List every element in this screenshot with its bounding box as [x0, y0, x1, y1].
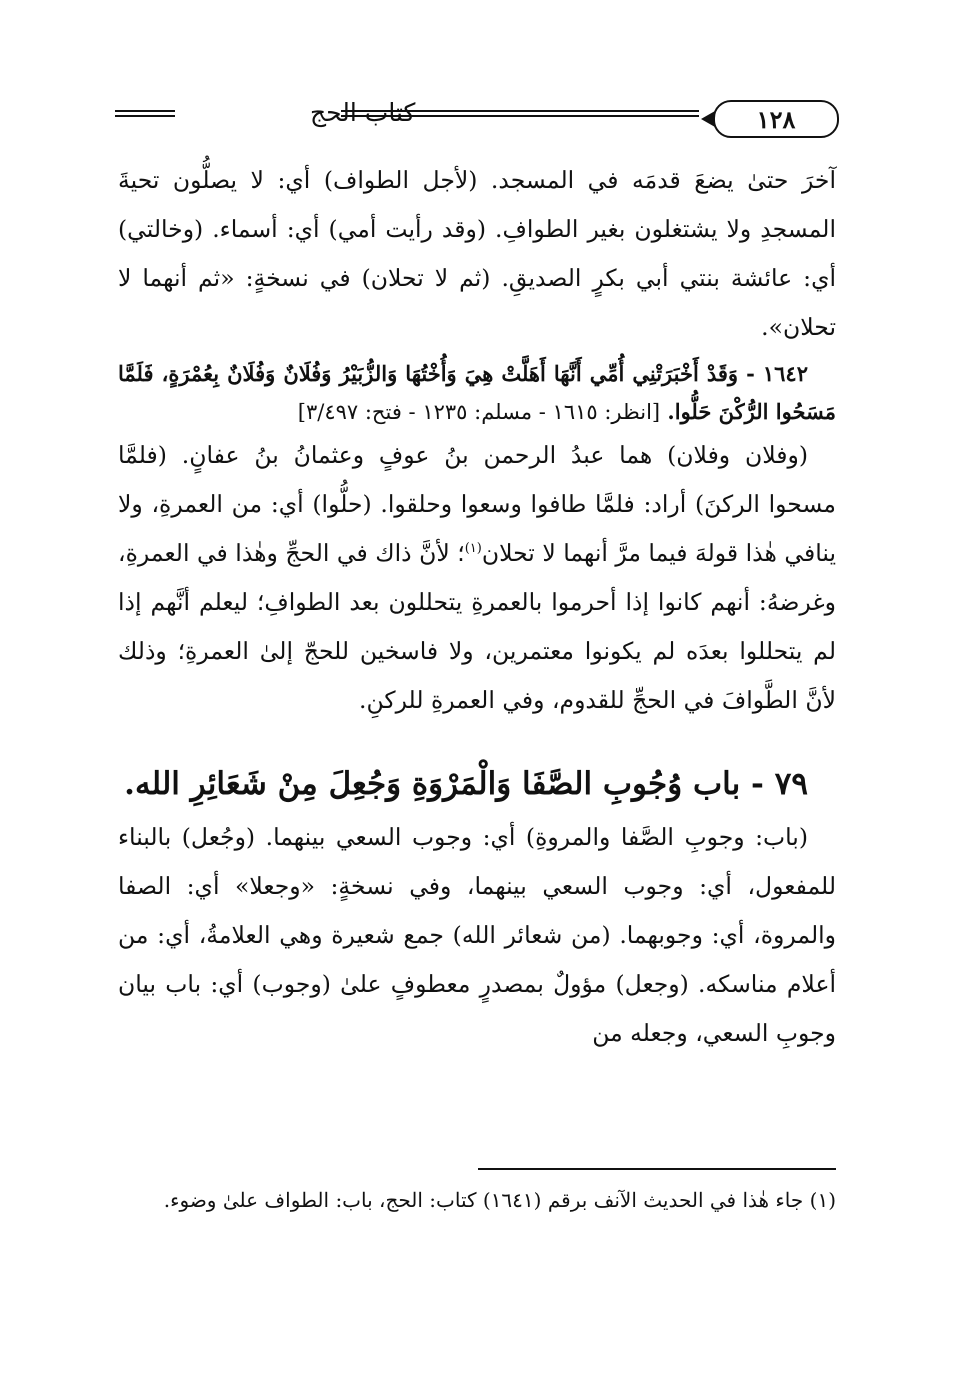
hadith-reference: [انظر: ١٦١٥ - مسلم: ١٢٣٥ - فتح: ٣/٤٩٧]: [297, 400, 661, 424]
chapter-heading: ٧٩ - باب وُجُوبِ الصَّفَا وَالْمَرْوَةِ وَجُعِلَ مِنْ شَعَائِرِ الله.: [124, 766, 808, 802]
footnote-separator: [478, 1168, 836, 1170]
main-text: [118, 156, 836, 1058]
hadith-text: ١٦٤٢ - وَقَدْ أَخْبَرَتْنِي أُمِّي أَنَّهَا أَهَلَّتْ هِيَ وَأُخْتُهَا وَالزُّبَيْرُ وَفُلَانٌ وَفُلَانٌ بِعُمْرَةٍ، فَلَمَّا مَسَحُوا الرُّكْنَ حَلُّوا.: [118, 361, 836, 424]
paragraph-commentary-1: آخرَ حتىٰ يضعَ قدمَه في المسجد. (لأجل الطواف) أي: لا يصلُّون تحيةَ المسجدِ ولا يشتغلون بغير الطوافِ. (وقد رأيت أمي) أي: أسماء. (وخالتي) أي: عائشة بنتي أبي بكرٍ الصديقِ. (ثم لا تحلان) في نسخةٍ: «ثم أنهما لا تحلان».: [118, 166, 836, 341]
page-number: ١٢٨: [713, 100, 839, 138]
footnote-1: (١) جاء هٰذا في الحديث الآنف برقم (١٦٤١) كتاب: الحج، باب: الطواف علىٰ وضوء.: [163, 1188, 836, 1212]
header-rule-left: [115, 110, 175, 117]
running-title: كتاب الحج: [310, 98, 416, 127]
page-header: [115, 92, 835, 142]
commentary-2-part-1: (وفلان وفلان) هما عبدُ الرحمن بنُ عوفٍ وعثمانُ بنُ عفانٍ. (فلمَّا مسحوا الركنَ) أراد: فلمَّا طافوا وسعوا وحلقوا. (حلُّوا) أي: من العمرةِ، ولا ينافي هٰذا قولهَ فيما مرَّ أنهما لا تحلان: [118, 441, 836, 567]
footnote-marker[interactable]: (١): [464, 541, 482, 557]
hadith-1642: [118, 355, 836, 431]
paragraph-commentary-2: [118, 431, 836, 725]
paragraph-commentary-3: (باب: وجوبِ الصَّفا والمروةِ) أي: وجوب السعي بينهما. (وجُعل) بالبناء للمفعول، أي: وجوب السعي بينهما، وفي نسخةٍ: «وجعلا» أي: الصفا والمروة، أي: وجوبهما. (من شعائر الله) جمع شعيرة وهي العلامةُ، أي: من أعلام مناسكه. (وجعل) مؤولٌ بمصدرٍ معطوفٍ علىٰ (وجوب) أي: باب بيان وجوبِ السعي، وجعله من: [118, 823, 836, 1047]
commentary-2-part-2: ؛ لأنَّ ذاك في الحجِّ وهٰذا في العمرةِ، وغرضهُ: أنهم كانوا إذا أحرموا بالعمرةِ يتحللون بعد الطوافِ؛ ليعلم أنَّهم إذا لم يتحللوا بعدَه لم يكونوا معتمرين، ولا فاسخين للحجّ إلىٰ العمرةِ؛ وذلك لأنَّ الطَّوافَ في الحجِّ للقدوم، وفي العمرةِ للركنِ.: [118, 539, 836, 714]
header-rule-middle: [341, 110, 699, 117]
